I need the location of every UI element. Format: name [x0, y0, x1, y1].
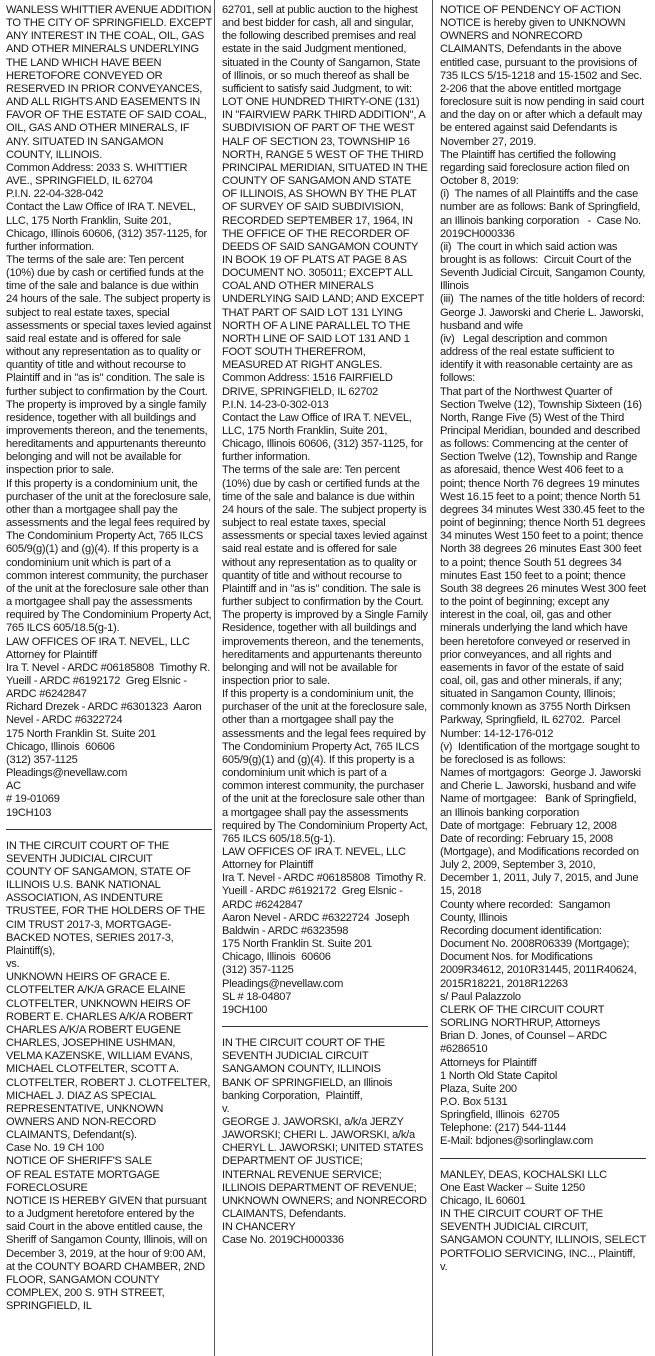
legal-notice-column-1: [6, 4, 212, 1313]
notice-text-block: IN THE CIRCUIT COURT OF THE SEVENTH JUDICIAL CIRCUIT COUNTY OF SANGAMON, STATE OF ILLINOIS U.S. BANK NATIONAL ASSOCIATION, AS INDENTURE TRUSTEE, FOR THE HOLDERS OF THE CIM TRUST 2017-3, MORTGAGE-BACKED NOTES, SERIES 2017-3, Plaintiff(s), vs. UNKNOWN HEIRS OF GRACE E. CLOTFELTER A/K/A GRACE ELAINE CLOTFELTER, UNKNOWN HEIRS OF ROBERT E. CHARLES A/K/A ROBERT CHARLES A/K/A ROBERT EUGENE CHARLES, JOSEPHINE USHMAN, VELMA KAZENSKE, WILLIAM EVANS, MICHAEL CLOTFELTER, SCOTT A. CLOTFELTER, ROBERT J. CLOTFELTER, MICHAEL J. DIAZ AS SPECIAL REPRESENTATIVE, UNKNOWN OWNERS AND NON-RECORD CLAIMANTS, Defendant(s). Case No. 19 CH 100 NOTICE OF SHERIFF'S SALE OF REAL ESTATE MORTGAGE FORECLOSURE NOTICE IS HEREBY GIVEN that pursuant to a Judgment heretofore entered by the said Court in the above entitled cause, the Sheriff of Sangamon County, Illinois, will on December 3, 2019, at the hour of 9:00 AM, at the COUNTY BOARD CHAMBER, 2ND FLOOR, SANGAMON COUNTY COMPLEX, 200 S. 9TH STREET, SPRINGFIELD, IL: [6, 839, 211, 1313]
legal-notice-column-3: [440, 4, 646, 1274]
notice-separator: [440, 1158, 646, 1159]
notice-text-block: MANLEY, DEAS, KOCHALSKI LLC One East Wacker – Suite 1250 Chicago, IL 60601 IN THE CIRCUIT COURT OF THE SEVENTH JUDICIAL CIRCUIT, SANGAMON COUNTY, ILLINOIS, SELECT PORTFOLIO SERVICING, INC.., Plaintiff, v.: [440, 1168, 646, 1273]
notice-text-block: NOTICE OF PENDENCY OF ACTION NOTICE is hereby given to UNKNOWN OWNERS and NONRECORD CLAIMANTS, Defendants in the above entitled case, pursuant to the provisions of 735 ILCS 5/15-1218 and 15-1502 and Sec. 2-206 that the above entitled mortgage foreclosure suit is now pending in said court and the day on or after which a default may be entered against said Defendants is November 27, 2019. The Plaintiff has certified the following regarding said foreclosure action filed on October 8, 2019: (i) The names of all Plaintiffs and the case number are as follows: Bank of Springfield, an Illinois banking corporation - Case No. 2019CH000336 (ii) The court in which said action was brought is as follows: Circuit Court of the Seventh Judicial Circuit, Sangamon County, Illinois (iii) The names of the title holders of record: George J. Jaworski and Cherie L. Jaworski, husband and wife (iv) Legal description and common address of the real estate sufficient to identify it with reasonable certainty are as follows: That part of the Northwest Quarter of Section Twelve (12), Township Sixteen (16) North, Range Five (5) West of the Third Principal Meridian, bounded and described as follows: Commencing at the center of Section Twelve (12), Township and Range as aforesaid, thence West 406 feet to a point; thence North 76 degrees 19 minutes West 16.15 feet to a point; thence North 51 degrees 34 minutes West 330.45 feet to the point of beginning; thence North 51 degrees 34 minutes West 150 feet to a point; thence North 38 degrees 26 minutes East 300 feet to a point; thence South 51 degrees 34 minutes East 150 feet to a point; thence South 38 degrees 26 minutes West 300 feet to the point of beginning; except any interest in the coal, oil, gas and other minerals underlying the land which have been heretofore conveyed or reserved in prior conveyances, and all rights and easements in favor of the estate of said coal, oil, gas and other minerals, if any; situated in Sangamon County, Illinois; commonly known as 3755 North Dirksen Parkway, Springfield, IL 62702. Parcel Number: 14-12-176-012 (v) Identification of the mortgage sought to be foreclosed is as follows: Names of mortgagors: George J. Jaworski and Cherie L. Jaworski, husband and wife Name of mortgagee: Bank of Springfield, an Illinois banking corporation Date of mortgage: February 12, 2008 Date of recording: February 15, 2008 (Mortgage), and Modifications recorded on July 2, 2009, September 3, 2010, December 1, 2011, July 7, 2015, and June 15, 2018 County where recorded: Sangamon County, Illinois Recording document identification: Document No. 2008R06339 (Mortgage); Document Nos. for Modifications 2009R34612, 2010R31445, 2011R40624, 2015R18221, 2018R12263 s/ Paul Palazzolo CLERK OF THE CIRCUIT COURT SORLING NORTHRUP, Attorneys Brian D. Jones, of Counsel – ARDC #6286510 Attorneys for Plaintiff 1 North Old State Capitol Plaza, Suite 200 P.O. Box 5131 Springfield, Illinois 62705 Telephone: (217) 544-1144 E-Mail: bdjones@sorlinglaw.com: [440, 4, 647, 1148]
column-divider: [214, 0, 215, 1356]
legal-notice-column-2: [222, 4, 428, 1248]
column-divider: [432, 0, 433, 1356]
notice-separator: [222, 1026, 428, 1027]
notice-text-block: WANLESS WHITTIER AVENUE ADDITION TO THE CITY OF SPRINGFIELD. EXCEPT ANY INTEREST IN THE COAL, OIL, GAS AND OTHER MINERALS UNDERLYING THE LAND WHICH HAVE BEEN HERETOFORE CONVEYED OR RESERVED IN PRIOR CONVEYANCES, AND ALL RIGHTS AND EASEMENTS IN FAVOR OF THE ESTATE OF SAID COAL, OIL, GAS AND OTHER MINERALS, IF ANY. SITUATED IN SANGAMON COUNTY, ILLINOIS. Common Address: 2033 S. WHITTIER AVE., SPRINGFIELD, IL 62704 P.I.N. 22-04-328-042 Contact the Law Office of IRA T. NEVEL, LLC, 175 North Franklin, Suite 201, Chicago, Illinois 60606, (312) 357-1125, for further information. The terms of the sale are: Ten percent (10%) due by cash or certified funds at the time of the sale and balance is due within 24 hours of the sale. The subject property is subject to real estate taxes, special assessments or special taxes levied against said real estate and is offered for sale without any representation as to quality or quantity of title and without recourse to Plaintiff and in "as is" condition. The sale is further subject to confirmation by the Court. The property is improved by a single family residence, together with all buildings and improvements thereon, and the tenements, hereditaments and appurtenants thereunto belonging and will not be available for inspection prior to sale. If this property is a condominium unit, the purchaser of the unit at the foreclosure sale, other than a mortgagee shall pay the assessments and the legal fees required by The Condominium Property Act, 765 ILCS 605/9(g)(1) and (g)(4). If this property is a condominium unit which is part of a common interest community, the purchaser of the unit at the foreclosure sale other than a mortgagee shall pay the assessments required by The Condominium Property Act, 765 ILCS 605/18.5(g-1). LAW OFFICES OF IRA T. NEVEL, LLC Attorney for Plaintiff Ira T. Nevel - ARDC #06185808 Timothy R. Yueill - ARDC #6192172 Greg Elsnic - ARDC #6242847 Richard Drezek - ARDC #6301323 Aaron Nevel - ARDC #6322724 175 North Franklin St. Suite 201 Chicago, Illinois 60606 (312) 357-1125 Pleadings@nevellaw.com AC # 19-01069 19CH103: [6, 4, 212, 819]
notice-text-block: IN THE CIRCUIT COURT OF THE SEVENTH JUDICIAL CIRCUIT SANGAMON COUNTY, ILLINOIS BANK OF SPRINGFIELD, an Illinois banking Corporation, Plaintiff, v. GEORGE J. JAWORSKI, a/k/a JERZY JAWORSKI; CHERI L. JAWORSKI, a/k/a CHERYL L. JAWORSKI; UNITED STATES DEPARTMENT OF JUSTICE; INTERNAL REVENUE SERVICE; ILLINOIS DEPARTMENT OF REVENUE; UNKNOWN OWNERS; and NONRECORD CLAIMANTS, Defendants. IN CHANCERY Case No. 2019CH000336: [222, 1037, 427, 1247]
notice-separator: [6, 829, 212, 830]
notice-text-block: 62701, sell at public auction to the highest and best bidder for cash, all and singular, the following described premises and real estate in the said Judgment mentioned, situated in the County of Sangamon, State of Illinois, or so much thereof as shall be sufficient to satisfy said Judgment, to wit: LOT ONE HUNDRED THIRTY-ONE (131) IN "FAIRVIEW PARK THIRD ADDITION", A SUBDIVISION OF PART OF THE WEST HALF OF SECTION 23, TOWNSHIP 16 NORTH, RANGE 5 WEST OF THE THIRD PRINCIPAL MERIDIAN, SITUATED IN THE COUNTY OF SANGAMON AND STATE OF ILLINOIS, AS SHOWN BY THE PLAT OF SURVEY OF SAID SUBDIVISION, RECORDED SEPTEMBER 17, 1964, IN THE OFFICE OF THE RECORDER OF DEEDS OF SAID SANGAMON COUNTY IN BOOK 19 OF PLATS AT PAGE 8 AS DOCUMENT NO. 305011; EXCEPT ALL COAL AND OTHER MINERALS UNDERLYING SAID LAND; AND EXCEPT THAT PART OF SAID LOT 131 LYING NORTH OF A LINE PARALLEL TO THE NORTH LINE OF SAID LOT 131 AND 1 FOOT SOUTH THEREFROM, MEASURED AT RIGHT ANGLES. Common Address: 1516 FAIRFIELD DRIVE, SPRINGFIELD, IL 62702 P.I.N. 14-23-0-302-013 Contact the Law Office of IRA T. NEVEL, LLC, 175 North Franklin, Suite 201, Chicago, Illinois 60606, (312) 357-1125, for further information. The terms of the sale are: Ten percent (10%) due by cash or certified funds at the time of the sale and balance is due within 24 hours of the sale. The subject property is subject to real estate taxes, special assessments or special taxes levied against said real estate and is offered for sale without any representation as to quality or quantity of title and without recourse to Plaintiff and in "as is" condition. The sale is further subject to confirmation by the Court. The property is improved by a Single Family Residence, together with all buildings and improvements thereon, and the tenements, hereditaments and appurtenants thereunto belonging and will not be available for inspection prior to sale. If this property is a condominium unit, the purchaser of the unit at the foreclosure sale, other than a mortgagee shall pay the assessments and the legal fees required by The Condominium Property Act, 765 ILCS 605/9(g)(1) and (g)(4). If this property is a condominium unit which is part of a common interest community, the purchaser of the unit at the foreclosure sale other than a mortgagee shall pay the assessments required by The Condominium Property Act, 765 ILCS 605/18.5(g-1). LAW OFFICES OF IRA T. NEVEL, LLC Attorney for Plaintiff Ira T. Nevel - ARDC #06185808 Timothy R. Yueill - ARDC #6192172 Greg Elsnic - ARDC #6242847 Aaron Nevel - ARDC #6322724 Joseph Baldwin - ARDC #6323598 175 North Franklin St. Suite 201 Chicago, Illinois 60606 (312) 357-1125 Pleadings@nevellaw.com SL # 18-04807 19CH100: [222, 4, 428, 1016]
